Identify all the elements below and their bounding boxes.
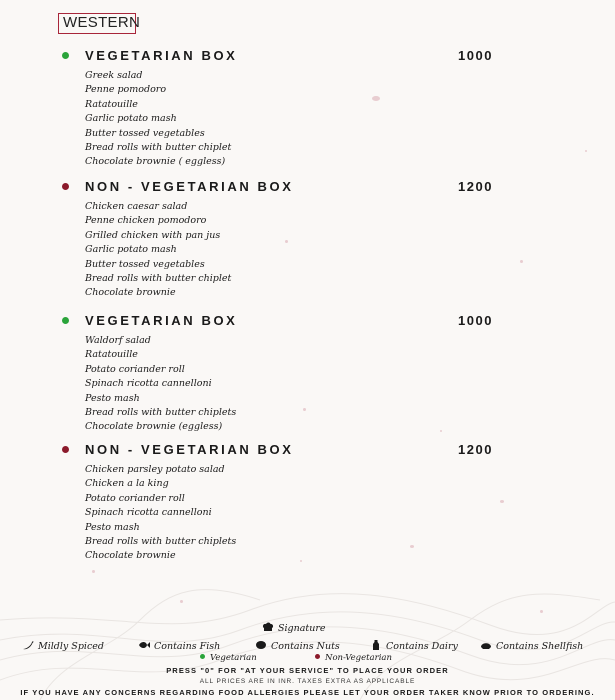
order-instruction: PRESS "0" FOR "AT YOUR SERVICE" TO PLACE YOUR ORDER	[166, 666, 449, 675]
list-item: Butter tossed vegetables	[85, 127, 205, 139]
list-item: Ratatouille	[85, 98, 138, 110]
box-title: NON - VEGETARIAN BOX	[85, 179, 294, 194]
veg-dot-icon	[62, 317, 69, 324]
box-title: NON - VEGETARIAN BOX	[85, 442, 294, 457]
list-item: Potato coriander roll	[85, 492, 185, 504]
non-veg-dot-icon	[62, 446, 69, 453]
chili-icon	[22, 640, 34, 650]
legend-label: Contains Fish	[154, 641, 221, 652]
list-item: Spinach ricotta cannelloni	[85, 378, 212, 390]
list-item: Butter tossed vegetables	[85, 258, 205, 270]
milk-bottle-icon	[370, 640, 382, 650]
box-item-list	[85, 200, 231, 301]
box-price: 1000	[458, 48, 493, 63]
shell-icon	[480, 640, 492, 650]
legend-label: Non-Vegetarian	[325, 653, 392, 663]
chef-hat-icon	[262, 622, 274, 632]
list-item: Chicken parsley potato salad	[85, 464, 225, 475]
list-item: Pesto mash	[85, 521, 140, 533]
legend-label: Contains Dairy	[386, 641, 458, 652]
list-item: Chocolate brownie ( eggless)	[85, 156, 226, 168]
box-item-list	[85, 463, 236, 564]
list-item: Garlic potato mash	[85, 113, 177, 125]
non-veg-dot-icon	[62, 183, 69, 190]
list-item: Chocolate brownie	[85, 287, 176, 299]
list-item: Chocolate brownie (eggless)	[85, 421, 223, 433]
legend-contains-shellfish	[480, 640, 583, 652]
legend-contains-fish	[138, 640, 220, 652]
list-item: Spinach ricotta cannelloni	[85, 507, 212, 519]
list-item: Ratatouille	[85, 349, 138, 361]
list-item: Bread rolls with butter chiplets	[85, 536, 237, 548]
list-item: Penne pomodoro	[85, 84, 167, 96]
list-item: Chicken a la king	[85, 478, 169, 490]
list-item: Bread rolls with butter chiplet	[85, 142, 232, 154]
legend-vegetarian	[200, 653, 257, 663]
box-item-list	[85, 334, 236, 435]
box-header	[0, 442, 615, 460]
legend-mildly-spiced	[22, 640, 104, 652]
legend-contains-dairy	[370, 640, 458, 652]
list-item: Chocolate brownie	[85, 550, 176, 562]
list-item: Greek salad	[85, 70, 143, 81]
list-item: Bread rolls with butter chiplets	[85, 407, 237, 419]
list-item: Bread rolls with butter chiplet	[85, 273, 232, 285]
fish-icon	[138, 640, 150, 650]
box-header	[0, 48, 615, 66]
box-header	[0, 179, 615, 197]
box-price: 1200	[458, 179, 493, 194]
list-item: Waldorf salad	[85, 335, 151, 346]
box-price: 1200	[458, 442, 493, 457]
box-price: 1000	[458, 313, 493, 328]
section-label: WESTERN	[58, 13, 136, 34]
legend-non-vegetarian	[315, 653, 392, 663]
nut-icon	[255, 640, 267, 650]
list-item: Pesto mash	[85, 392, 140, 404]
legend-label: Contains Nuts	[271, 641, 340, 652]
list-item: Chicken caesar salad	[85, 201, 188, 212]
legend-label: Signature	[278, 623, 326, 634]
list-item: Penne chicken pomodoro	[85, 215, 207, 227]
contour-pattern	[0, 540, 615, 700]
non-veg-dot-icon	[315, 654, 320, 659]
box-title: VEGETARIAN BOX	[85, 48, 238, 63]
legend-signature	[262, 622, 326, 634]
box-header	[0, 313, 615, 331]
allergy-note: IF YOU HAVE ANY CONCERNS REGARDING FOOD ALLERGIES PLEASE LET YOUR ORDER TAKER KNOW PRIOR TO ORDERING.	[20, 688, 595, 697]
veg-dot-icon	[200, 654, 205, 659]
list-item: Grilled chicken with pan jus	[85, 229, 221, 241]
legend-label: Mildly Spiced	[38, 641, 104, 652]
list-item: Garlic potato mash	[85, 244, 177, 256]
list-item: Potato coriander roll	[85, 363, 185, 375]
legend-label: Vegetarian	[210, 653, 257, 663]
box-item-list	[85, 69, 231, 170]
box-title: VEGETARIAN BOX	[85, 313, 238, 328]
pricing-note: ALL PRICES ARE IN INR. TAXES EXTRA AS APPLICABLE	[199, 678, 416, 685]
legend-contains-nuts	[255, 640, 340, 652]
legend-label: Contains Shellfish	[496, 641, 584, 652]
veg-dot-icon	[62, 52, 69, 59]
